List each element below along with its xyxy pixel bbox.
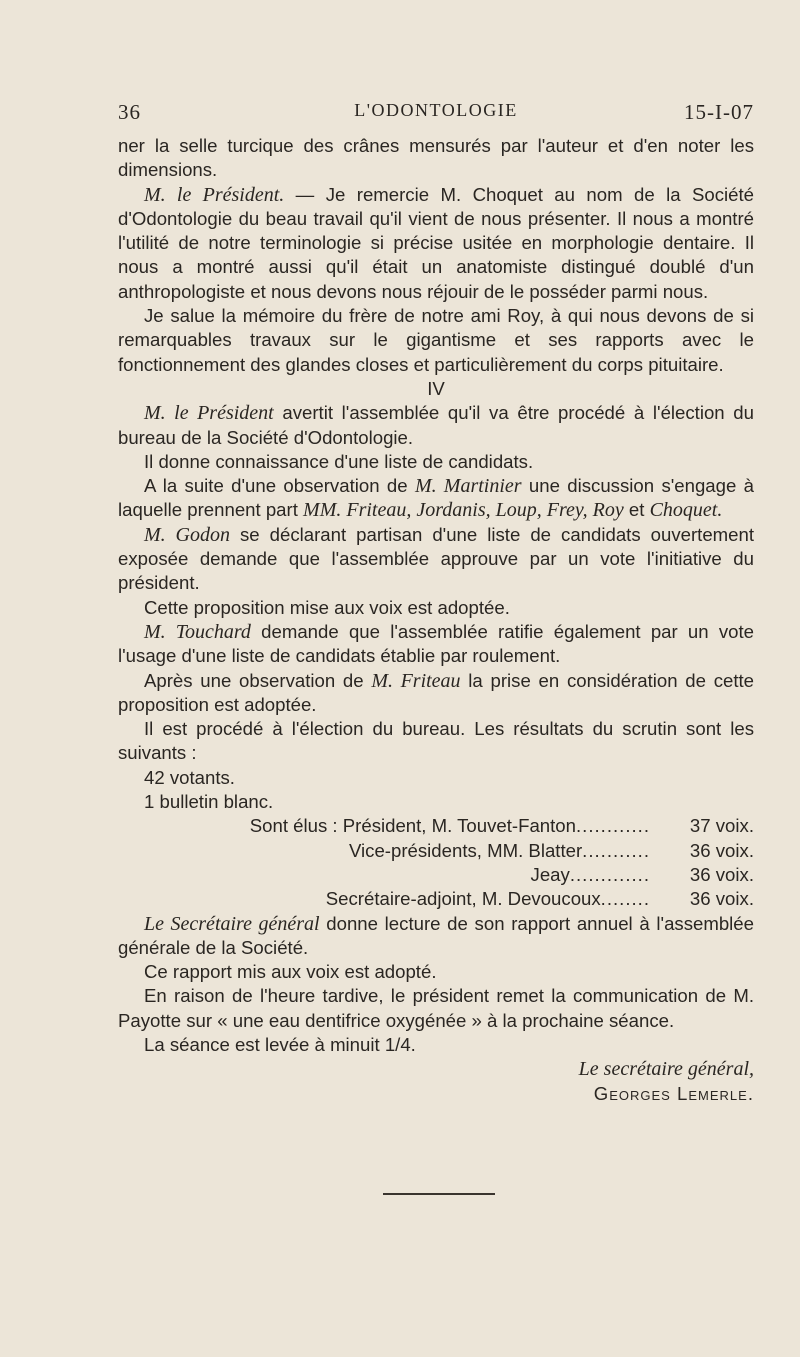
paragraph-text: avertit l'assemblée qu'il va être procédé à l'élection du bureau de la Société d'Odontologie. xyxy=(118,402,754,448)
result-label xyxy=(326,887,650,911)
speaker-name: M. Friteau xyxy=(371,669,461,692)
journal-title: L'ODONTOLOGIE xyxy=(354,100,518,120)
paragraph xyxy=(118,669,754,718)
participant-name: Choquet. xyxy=(649,499,723,522)
paragraph-text: une discussion s'engage à laquelle prennent part xyxy=(118,475,755,521)
running-header xyxy=(118,100,754,130)
speaker-name: M. Touchard xyxy=(144,620,251,643)
signature-name: Georges Lemerle. xyxy=(593,1082,754,1104)
paragraph-text: la prise en considération de cette proposition est adoptée. xyxy=(118,669,754,715)
result-name: Vice-présidents, MM. Blatter xyxy=(348,839,583,861)
paragraph-text: et xyxy=(623,499,650,521)
result-row xyxy=(118,863,754,887)
paragraph xyxy=(118,474,754,523)
leader-dots: ............ xyxy=(576,815,650,837)
paragraph: ner la selle turcique des crânes mensurés par l'auteur et d'en noter les dimensions. xyxy=(118,135,754,181)
paragraph-text: Après une observation de xyxy=(144,669,372,691)
leader-dots: ........ xyxy=(600,888,650,910)
paragraph xyxy=(118,912,754,961)
result-row xyxy=(118,887,754,911)
result-label xyxy=(349,839,650,863)
paragraph-text: se déclarant partisan d'une liste de candidats ouvertement exposée demande que l'assemblée approuve par un vote l'initiative du président. xyxy=(118,523,755,594)
section-heading: IV xyxy=(427,377,445,399)
paragraph: Je salue la mémoire du frère de notre ami Roy, à qui nous devons de si remarquables travaux sur le gigantisme et ses rapports avec le fonctionnement des glandes closes et particulièrement du corps pituitaire. xyxy=(118,305,754,375)
paragraph-text: donne lecture de son rapport annuel à l'assemblée générale de la Société. xyxy=(118,912,754,958)
result-name: Jeay xyxy=(530,863,570,885)
paragraph: En raison de l'heure tardive, le président remet la communication de M. Payotte sur « une eau dentifrice oxygénée » à la prochaine séance. xyxy=(118,985,754,1031)
end-rule xyxy=(383,1193,495,1195)
speaker-name: M. le Président xyxy=(144,402,274,425)
speaker-name: M. Godon xyxy=(144,523,230,546)
result-votes: 37 voix. xyxy=(689,815,754,837)
paragraph: Cette proposition mise aux voix est adoptée. xyxy=(144,596,510,618)
issue-date: 15-I-07 xyxy=(684,100,754,124)
speaker-name: M. Martinier xyxy=(414,475,522,498)
election-results xyxy=(118,814,754,911)
vote-count: 42 votants. xyxy=(144,766,235,788)
paragraph-text: — Je remercie M. Choquet au nom de la Société d'Odontologie du beau travail qu'il vient de nous présenter. Il nous a montré l'utilité de notre terminologie si précise usitée en morphologie dentaire. Il nous a montré aussi qu'il était un anatomiste distingué doublé d'un anthropologiste et nous devons nous réjouir de le posséder parmi nous. xyxy=(118,183,754,302)
paragraph: Ce rapport mis aux voix est adopté. xyxy=(144,961,437,983)
paragraph: Il est procédé à l'élection du bureau. Les résultats du scrutin sont les suivants : xyxy=(118,718,754,764)
leader-dots: ............. xyxy=(569,863,650,885)
signature-title-text: Le secrétaire général, xyxy=(578,1058,754,1081)
page-number: 36 xyxy=(118,100,141,124)
signature-title xyxy=(118,1057,754,1081)
paragraph xyxy=(118,523,754,596)
paragraph: La séance est levée à minuit 1/4. xyxy=(144,1033,416,1055)
paragraph: Il donne connaissance d'une liste de candidats. xyxy=(144,450,534,472)
paragraph xyxy=(118,183,754,304)
paragraph-text: demande que l'assemblée ratifie également par un vote l'usage d'une liste de candidats établie par roulement. xyxy=(118,620,754,667)
result-votes: 36 voix. xyxy=(689,863,754,885)
speaker-name: Le Secrétaire général xyxy=(144,912,320,935)
result-row xyxy=(118,814,754,838)
leader-dots: ........... xyxy=(582,839,650,861)
speaker-name: M. le Président. xyxy=(144,183,285,206)
paragraph xyxy=(118,401,754,450)
paragraph-text: A la suite d'une observation de xyxy=(144,475,415,497)
result-row xyxy=(118,839,754,863)
blank-ballots: 1 bulletin blanc. xyxy=(144,791,274,813)
result-name: Secrétaire-adjoint, M. Devoucoux xyxy=(325,888,601,910)
result-votes: 36 voix. xyxy=(689,888,754,910)
paragraph xyxy=(118,620,754,669)
result-label xyxy=(250,814,650,838)
participant-names: MM. Friteau, Jordanis, Loup, Frey, Roy xyxy=(303,499,624,522)
result-votes: 36 voix. xyxy=(689,839,754,861)
result-name: Sont élus : Président, M. Touvet-Fanton xyxy=(249,815,576,837)
article-body xyxy=(118,134,754,1106)
result-label xyxy=(531,863,650,887)
